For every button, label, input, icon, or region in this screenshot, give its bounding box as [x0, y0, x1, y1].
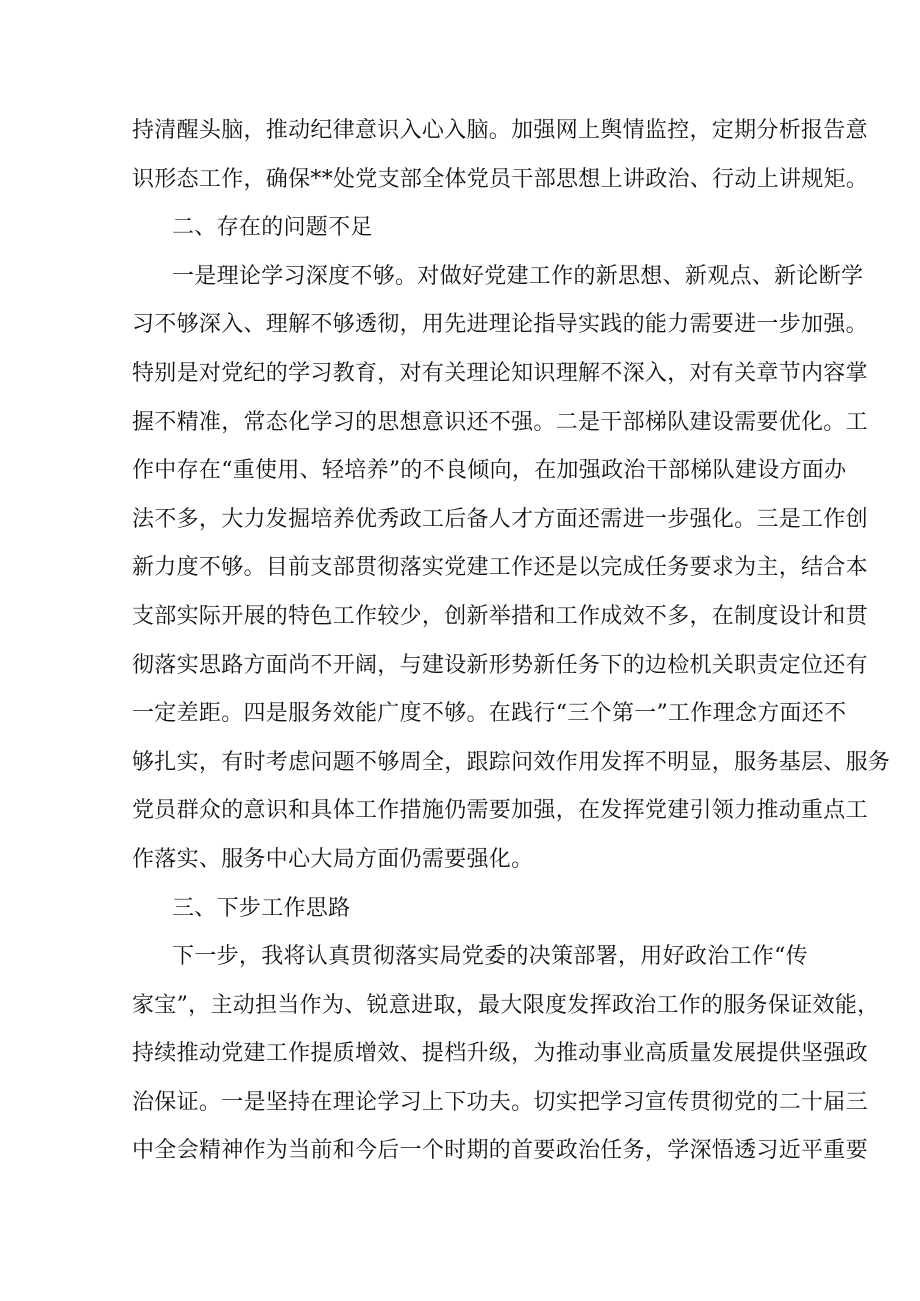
paragraph-line: 法不多，大力发掘培养优秀政工后备人才方面还需进一步强化。三是工作创: [132, 506, 868, 532]
paragraph-line: 治保证。一是坚持在理论学习上下功夫。切实把学习宣传贯彻党的二十届三: [132, 1089, 868, 1115]
section-heading: 三、下步工作思路: [172, 895, 351, 921]
paragraph-line: 家宝”，主动担当作为、锐意进取，最大限度发挥政治工作的服务保证效能，: [132, 992, 880, 1018]
paragraph-line: 中全会精神作为当前和今后一个时期的首要政治任务，学深悟透习近平重要: [132, 1138, 868, 1164]
paragraph-line: 支部实际开展的特色工作较少，创新举措和工作成效不多，在制度设计和贯: [132, 603, 868, 629]
paragraph-line: 持续推动党建工作提质增效、提档升级，为推动事业高质量发展提供坚强政: [132, 1041, 868, 1067]
paragraph-line: 彻落实思路方面尚不开阔，与建设新形势新任务下的边检机关职责定位还有: [132, 652, 868, 678]
paragraph-line: 习不够深入、理解不够透彻，用先进理论指导实践的能力需要进一步加强。: [132, 312, 868, 338]
document-body: [132, 107, 891, 1176]
paragraph-line: 党员群众的意识和具体工作措施仍需要加强，在发挥党建引领力推动重点工: [132, 798, 868, 824]
section-heading: 二、存在的问题不足: [172, 215, 373, 241]
paragraph-line: 特别是对党纪的学习教育，对有关理论知识理解不深入，对有关章节内容掌: [132, 360, 868, 386]
paragraph-line: 一定差距。四是服务效能广度不够。在践行“三个第一”工作理念方面还不: [132, 701, 847, 727]
paragraph-line: 新力度不够。目前支部贯彻落实党建工作还是以完成任务要求为主，结合本: [132, 555, 868, 581]
paragraph-line: 够扎实，有时考虑问题不够周全，跟踪问效作用发挥不明显，服务基层、服务: [132, 749, 891, 775]
paragraph-line: 作中存在“重使用、轻培养”的不良倾向，在加强政治干部梯队建设方面办: [132, 458, 847, 484]
paragraph-line: 握不精准，常态化学习的思想意识还不强。二是干部梯队建设需要优化。工: [132, 409, 868, 435]
paragraph-line: 下一步，我将认真贯彻落实局党委的决策部署，用好政治工作“传: [172, 944, 808, 970]
paragraph-line: 作落实、服务中心大局方面仍需要强化。: [132, 846, 534, 872]
paragraph-line: 一是理论学习深度不够。对做好党建工作的新思想、新观点、新论断学: [172, 263, 864, 289]
paragraph-line: 识形态工作，确保**处党支部全体党员干部思想上讲政治、行动上讲规矩。: [132, 166, 869, 192]
paragraph-line: 持清醒头脑，推动纪律意识入心入脑。加强网上舆情监控，定期分析报告意: [132, 118, 868, 143]
